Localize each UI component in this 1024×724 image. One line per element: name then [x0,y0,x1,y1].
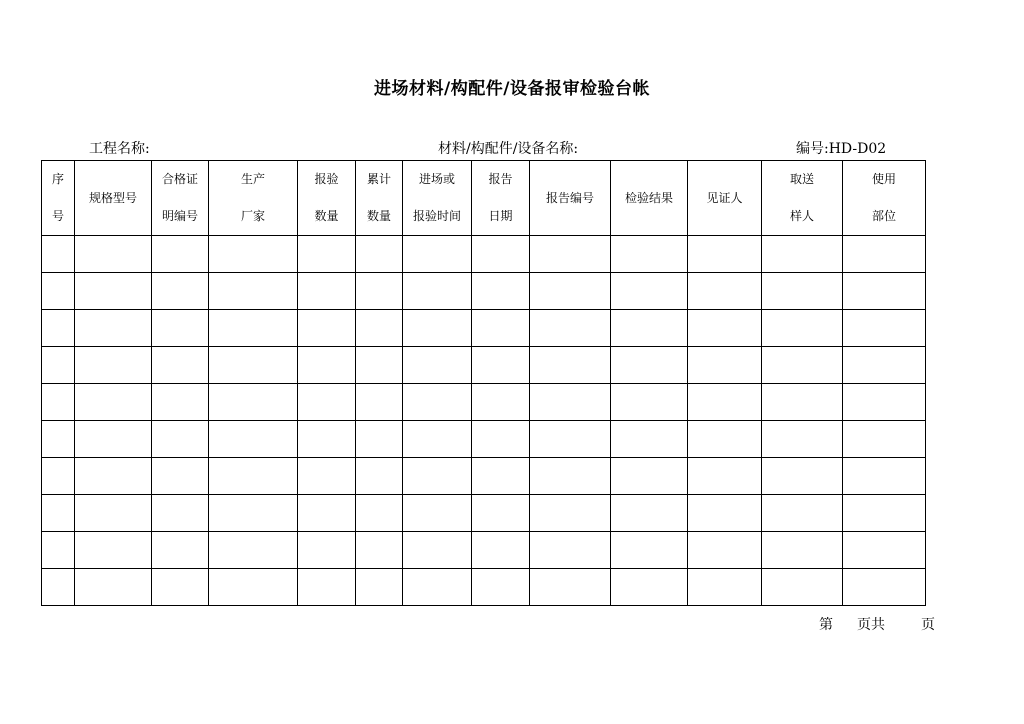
table-cell [530,384,611,421]
table-cell [209,495,298,532]
table-cell [42,310,75,347]
table-cell [611,495,688,532]
table-cell [152,310,209,347]
table-cell [530,421,611,458]
table-cell [356,384,403,421]
table-cell [403,236,472,273]
table-cell [403,347,472,384]
table-cell [298,495,356,532]
table-cell [530,273,611,310]
table-cell [843,310,926,347]
table-cell [298,458,356,495]
table-cell [688,384,762,421]
table-cell [762,569,843,606]
table-cell [42,458,75,495]
table-cell [356,310,403,347]
table-row [42,458,926,495]
table-cell [209,384,298,421]
table-cell [688,569,762,606]
table-cell [42,421,75,458]
table-row [42,384,926,421]
table-cell [530,458,611,495]
table-cell [530,569,611,606]
table-cell [688,532,762,569]
table-row [42,569,926,606]
ledger-body [42,236,926,606]
table-cell [356,458,403,495]
table-cell [75,569,152,606]
table-cell [611,569,688,606]
col-header-inspection-result: 检验结果 [611,161,688,236]
table-cell [75,384,152,421]
col-header-report-qty: 报验 数量 [298,161,356,236]
table-cell [530,236,611,273]
table-row [42,236,926,273]
table-cell [75,421,152,458]
table-cell [530,310,611,347]
table-cell [611,458,688,495]
table-cell [843,384,926,421]
table-cell [152,236,209,273]
table-row [42,273,926,310]
table-cell [152,347,209,384]
table-cell [762,532,843,569]
document-number-label: 编号:HD-D02 [796,141,887,157]
table-cell [356,347,403,384]
table-cell [209,458,298,495]
col-header-report-date: 报告 日期 [472,161,530,236]
header-row [42,161,926,236]
table-cell [75,495,152,532]
table-cell [152,495,209,532]
table-cell [152,532,209,569]
table-cell [209,347,298,384]
table-cell [403,495,472,532]
col-header-sampler: 取送 样人 [762,161,843,236]
table-cell [762,458,843,495]
col-header-witness: 见证人 [688,161,762,236]
table-cell [209,421,298,458]
table-cell [843,421,926,458]
table-cell [843,273,926,310]
table-cell [762,310,843,347]
table-cell [403,273,472,310]
table-cell [298,532,356,569]
table-cell [403,532,472,569]
table-cell [403,421,472,458]
table-cell [152,384,209,421]
table-cell [688,421,762,458]
table-cell [843,569,926,606]
table-cell [42,384,75,421]
table-cell [762,236,843,273]
table-cell [75,310,152,347]
page-title: 进场材料/构配件/设备报审检验台帐 [374,79,650,99]
inspection-ledger-table [41,160,926,606]
page-prefix: 第 [819,617,833,633]
table-cell [209,310,298,347]
table-cell [530,347,611,384]
material-name-label: 材料/构配件/设备名称: [438,141,579,157]
table-cell [75,236,152,273]
table-cell [152,421,209,458]
table-cell [356,569,403,606]
col-header-manufacturer: 生产 厂家 [209,161,298,236]
table-cell [472,384,530,421]
table-cell [152,569,209,606]
table-cell [209,532,298,569]
page-middle: 页共 [857,617,885,633]
table-cell [762,495,843,532]
table-cell [843,532,926,569]
col-header-entry-time: 进场或 报验时间 [403,161,472,236]
table-cell [688,347,762,384]
col-header-report-no: 报告编号 [530,161,611,236]
table-row [42,347,926,384]
table-cell [298,569,356,606]
table-cell [403,310,472,347]
table-cell [611,310,688,347]
table-cell [42,273,75,310]
table-row [42,421,926,458]
table-cell [403,458,472,495]
table-cell [472,532,530,569]
table-cell [356,236,403,273]
table-cell [530,495,611,532]
project-name-label: 工程名称: [89,141,150,157]
table-cell [472,495,530,532]
table-cell [762,421,843,458]
table-row [42,495,926,532]
table-cell [530,532,611,569]
col-header-usage-location: 使用 部位 [843,161,926,236]
table-cell [611,532,688,569]
col-header-cumulative-qty: 累计 数量 [356,161,403,236]
table-cell [688,458,762,495]
table-cell [75,347,152,384]
table-cell [152,273,209,310]
table-cell [611,273,688,310]
table-cell [472,310,530,347]
table-cell [298,310,356,347]
table-cell [688,310,762,347]
table-cell [611,347,688,384]
table-cell [42,347,75,384]
table-cell [611,236,688,273]
table-cell [403,384,472,421]
table-cell [472,569,530,606]
table-cell [762,347,843,384]
table-cell [472,458,530,495]
table-cell [356,495,403,532]
page-suffix: 页 [921,617,935,633]
table-cell [298,273,356,310]
table-cell [403,569,472,606]
table-cell [209,569,298,606]
table-cell [42,495,75,532]
table-cell [472,273,530,310]
table-cell [356,273,403,310]
table-cell [472,421,530,458]
table-row [42,310,926,347]
col-header-certificate-no: 合格证 明编号 [152,161,209,236]
table-cell [762,273,843,310]
table-cell [843,458,926,495]
col-header-spec-model: 规格型号 [75,161,152,236]
table-cell [762,384,843,421]
table-cell [42,532,75,569]
table-cell [42,569,75,606]
table-cell [356,532,403,569]
table-row [42,532,926,569]
table-cell [688,236,762,273]
col-header-serial: 序 号 [42,161,75,236]
table-cell [843,495,926,532]
table-cell [688,273,762,310]
table-cell [298,347,356,384]
table-cell [843,347,926,384]
table-cell [356,421,403,458]
table-cell [209,236,298,273]
table-cell [209,273,298,310]
table-cell [298,384,356,421]
table-cell [75,532,152,569]
table-cell [472,236,530,273]
table-cell [843,236,926,273]
table-cell [75,273,152,310]
table-cell [688,495,762,532]
table-cell [611,384,688,421]
table-cell [75,458,152,495]
table-cell [298,421,356,458]
table-cell [298,236,356,273]
table-cell [152,458,209,495]
table-cell [472,347,530,384]
table-cell [611,421,688,458]
table-cell [42,236,75,273]
